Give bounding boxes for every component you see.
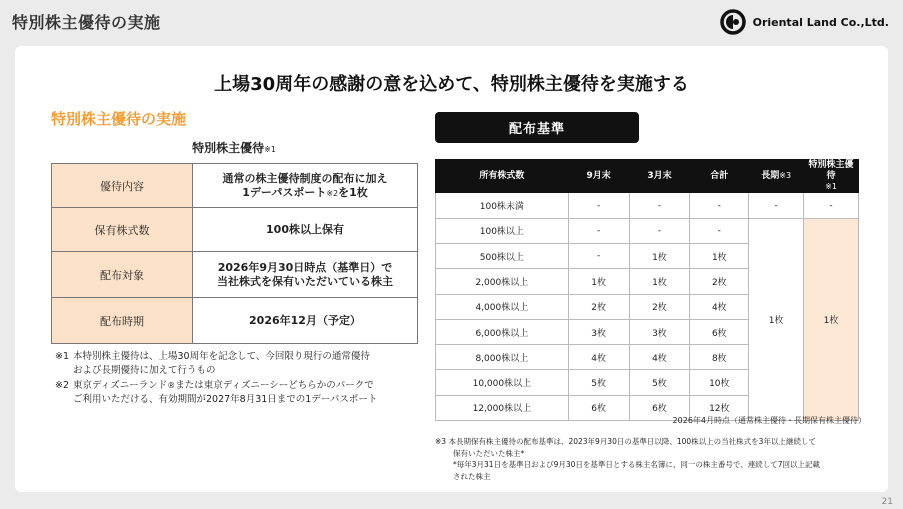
header-special-label: 特別株主優待: [808, 160, 854, 181]
benefit-row-shares: [52, 208, 418, 252]
benefit-table-title: [51, 139, 417, 156]
cell-sep: 2枚: [568, 294, 629, 319]
table-row: [436, 218, 859, 243]
cell-sep: 3枚: [568, 319, 629, 344]
benefit-row-timing: [52, 298, 418, 344]
cell-total: 4枚: [690, 294, 749, 319]
company-logo: [720, 9, 889, 35]
cell-mar: -: [629, 218, 690, 243]
cell-long: -: [749, 193, 804, 218]
benefit-value-line1: 2026年9月30日時点（基準日）で: [217, 260, 393, 274]
benefit-key: 配布対象: [52, 252, 193, 298]
footnote-3-line3: *毎年3月31日を基準日および9月30日を基準日とする株主名簿に、同一の株主番号で、連続して7回以上記載: [453, 460, 820, 470]
benefit-row-target: [52, 252, 418, 298]
cell-sep: 5枚: [568, 370, 629, 395]
benefit-value-line2: [193, 186, 417, 200]
cell-total: 12枚: [690, 395, 749, 420]
cell-mar: 5枚: [629, 370, 690, 395]
footnote-line: および長期優待に加えて行うもの: [73, 365, 216, 377]
benefit-table: [51, 163, 418, 344]
benefit-value: [193, 252, 418, 298]
cell-sep: 1枚: [568, 269, 629, 294]
footnote-1: [55, 350, 425, 379]
benefit-value: [193, 164, 418, 208]
cell-total: 6枚: [690, 319, 749, 344]
footnote-3-line1: [435, 436, 885, 448]
page-number: 21: [881, 497, 893, 507]
cell-shares: 100株未満: [436, 193, 569, 218]
header-sep: 9月末: [568, 160, 629, 193]
cell-sep: -: [568, 218, 629, 243]
footnote-3-line2: 保有いただいた株主*: [453, 448, 525, 458]
benefit-value-line2a: 1デーパスポート: [242, 185, 327, 199]
cell-shares: 10,000株以上: [436, 370, 569, 395]
cell-mar: -: [629, 193, 690, 218]
header-mar: 3月末: [629, 160, 690, 193]
benefit-value: 100株以上保有: [193, 208, 418, 252]
footnote-line: ご利用いただける、有効期間が2027年8月31日までの1デーパスポート: [73, 393, 378, 405]
footnote-3: [435, 436, 885, 483]
cell-shares: 8,000株以上: [436, 345, 569, 370]
benefit-key: 優待内容: [52, 164, 193, 208]
cell-total: 2枚: [690, 269, 749, 294]
header-long-note: ※3: [779, 170, 792, 180]
cell-sep: -: [568, 243, 629, 268]
benefit-key: 配布時期: [52, 298, 193, 344]
footnote-2: [55, 379, 425, 408]
cell-total: 1枚: [690, 243, 749, 268]
table-row: [436, 193, 859, 218]
cell-sep: -: [568, 193, 629, 218]
benefit-value-note: ※2: [326, 188, 339, 198]
cell-shares: 500株以上: [436, 243, 569, 268]
footnote-3-line4: された株主: [453, 471, 491, 481]
benefit-value-line2b: を1枚: [338, 185, 368, 199]
cell-sep: 6枚: [568, 395, 629, 420]
footnote-text: [73, 379, 377, 408]
footnote-line: または東京ディズニーシーどちらかのパークで: [175, 379, 374, 391]
cell-total: -: [690, 218, 749, 243]
footnote-mark: ※3: [435, 437, 447, 446]
cell-special: -: [804, 193, 859, 218]
benefit-row-content: [52, 164, 418, 208]
footnotes: [55, 350, 425, 407]
cell-shares: 6,000株以上: [436, 319, 569, 344]
cell-total: 10枚: [690, 370, 749, 395]
cell-mar: 4枚: [629, 345, 690, 370]
cell-mar: 1枚: [629, 269, 690, 294]
benefit-table-title-text: 特別株主優待: [192, 141, 265, 155]
cell-special-merged: 1枚: [804, 218, 859, 420]
cell-mar: 2枚: [629, 294, 690, 319]
footnote-mark: ※1: [55, 351, 70, 362]
footnote-line: 東京ディズニーランド: [73, 379, 168, 391]
header-special-note: ※1: [825, 181, 837, 191]
header-long: [749, 160, 804, 193]
cell-mar: 6枚: [629, 395, 690, 420]
page-title: 特別株主優待の実施: [12, 13, 161, 32]
distribution-criteria-table: [435, 159, 859, 421]
header-shares: 所有株式数: [436, 160, 569, 193]
cell-total: -: [690, 193, 749, 218]
cell-total: 8枚: [690, 345, 749, 370]
oriental-land-logo-icon: [720, 9, 748, 35]
cell-shares: 12,000株以上: [436, 395, 569, 420]
footnote-line: 本特別株主優待は、上場30周年を記念して、今回限り現行の通常優待: [73, 351, 370, 362]
section-heading: 特別株主優待の実施: [51, 110, 187, 128]
cell-shares: 4,000株以上: [436, 294, 569, 319]
as-of-note: 2026年4月時点（通常株主優待・長期保有株主優待）: [672, 416, 866, 425]
benefit-table-title-note: ※1: [264, 145, 276, 154]
cell-mar: 3枚: [629, 319, 690, 344]
logo-text: Oriental Land Co.,Ltd.: [752, 15, 889, 29]
main-title: 上場30周年の感謝の意を込めて、特別株主優待を実施する: [214, 74, 689, 95]
content-card: [15, 46, 888, 492]
footnote-line: 本長期保有株主優待の配布基準は、2023年9月30日の基準日以降、100株以上の当社株式を3年以上継続して: [448, 437, 816, 446]
distribution-criteria-tab: 配布基準: [435, 112, 639, 143]
criteria-header-row: [436, 160, 859, 193]
header-long-label: 長期: [761, 170, 780, 181]
benefit-value: 2026年12月（予定）: [193, 298, 418, 344]
cell-sep: 4枚: [568, 345, 629, 370]
header-special: [804, 160, 859, 193]
footnote-text: [73, 350, 370, 379]
registered-mark: ®: [167, 380, 176, 390]
cell-long-merged: 1枚: [749, 218, 804, 420]
benefit-key: 保有株式数: [52, 208, 193, 252]
footnote-mark: ※2: [55, 379, 70, 391]
header-total: 合計: [690, 160, 749, 193]
cell-mar: 1枚: [629, 243, 690, 268]
cell-shares: 2,000株以上: [436, 269, 569, 294]
benefit-value-line2: 当社株式を保有いただいている株主: [217, 274, 393, 288]
benefit-value-line1: 通常の株主優待制度の配布に加え: [222, 171, 388, 185]
cell-shares: 100株以上: [436, 218, 569, 243]
